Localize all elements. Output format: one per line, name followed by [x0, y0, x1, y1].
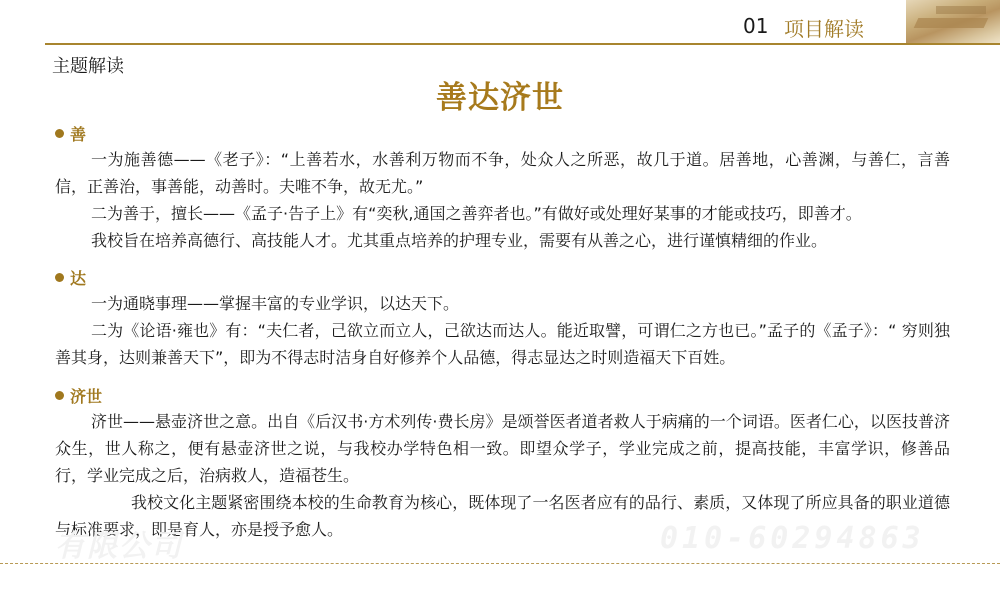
paragraph-shan-3: 我校旨在培养高德行、高技能人才。尤其重点培养的护理专业，需要有从善之心，进行谨慎精细的作业。 — [91, 231, 828, 250]
section-heading-shan — [55, 122, 86, 145]
paragraph-shan-2: 二为善于，擅长——《孟子·告子上》有“奕秋,通国之善弈者也。”有做好或处理好某事的才能或技巧，即善才。 — [91, 204, 862, 223]
paragraph-da-2: 二为《论语·雍也》有：“夫仁者，己欲立而立人，己欲达而达人。能近取譬，可谓仁之方也已。”孟子的《孟子》：“ 穷则独善其身，达则兼善天下”，即为不得志时洁身自好修养个人品德，得志显达之时则造福天下百姓。 — [55, 321, 950, 367]
section-heading-label: 善 — [70, 125, 87, 144]
bullet-icon — [55, 129, 64, 138]
section-heading-jishi — [55, 384, 102, 407]
watermark-company: 有限公司 — [55, 529, 183, 564]
paragraph-jishi-2: 我校文化主题紧密围绕本校的生命教育为核心，既体现了一名医者应有的品行、素质，又体现了所应具备的职业道德与标准要求，即是育人，亦是授予愈人。 — [55, 493, 950, 539]
section-heading-label: 达 — [70, 269, 87, 288]
header-bar — [0, 0, 1000, 46]
paragraph-jishi-1: 济世——悬壶济世之意。出自《后汉书·方术列传·费长房》是颂誉医者道者救人于病痛的一个词语。医者仁心，以医技普济众生，世人称之，便有悬壶济世之说，与我校办学特色相一致。即望众学子，学业完成之前，提高技能，丰富学识，修善品行，学业完成之后，治病救人，造福苍生。 — [55, 412, 950, 485]
topic-label: 主题解读 — [52, 56, 124, 77]
section-number: 01 — [743, 14, 769, 38]
bullet-icon — [55, 273, 64, 282]
page-title: 善达济世 — [436, 80, 564, 116]
footer-divider — [0, 563, 1000, 564]
section-heading-da — [55, 266, 86, 289]
paragraph-da-1: 一为通晓事理——掌握丰富的专业学识，以达天下。 — [91, 294, 460, 313]
header-divider — [45, 43, 1000, 45]
header-photo — [906, 0, 1000, 43]
section-heading-label: 济世 — [70, 387, 103, 406]
section-title: 项目解读 — [784, 17, 864, 41]
paragraph-shan-1: 一为施善德——《老子》：“上善若水，水善利万物而不争，处众人之所恶，故几于道。居善地，心善渊，与善仁，言善信，正善治，事善能，动善时。夫唯不争，故无尤。” — [55, 150, 950, 196]
bullet-icon — [55, 391, 64, 400]
watermark-phone: 010-60294863 — [660, 521, 925, 556]
